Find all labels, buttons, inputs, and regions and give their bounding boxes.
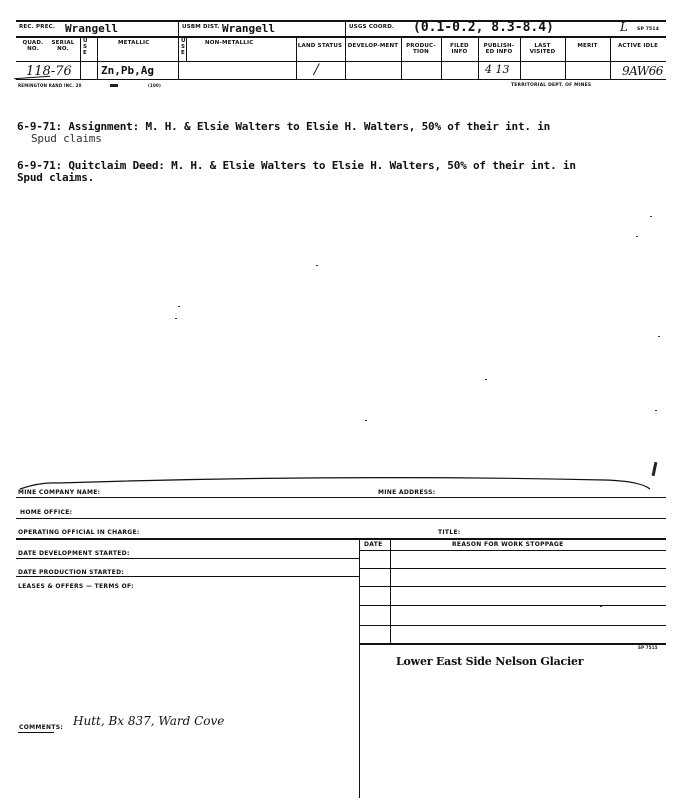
mine-company-name-label: MINE COMPANY NAME:	[18, 489, 101, 496]
divider	[359, 605, 666, 606]
col-non-metallic: NON-METALLIC	[205, 40, 254, 46]
usbm-dist-label: USBM DIST.	[182, 24, 220, 30]
leases-label: LEASES & OFFERS — TERMS OF:	[18, 583, 134, 590]
divider	[359, 586, 666, 587]
entry-2-line-2: Spud claims.	[17, 171, 95, 184]
col-merit: MERIT	[577, 43, 598, 49]
divider	[401, 36, 402, 79]
col-serial-no: SERIAL NO.	[51, 40, 75, 52]
divider	[345, 20, 346, 79]
usgs-coord-value: (0.1-0.2, 8.3-8.4)	[413, 20, 554, 35]
divider	[178, 20, 179, 79]
official-line	[16, 538, 666, 540]
col-metallic: METALLIC	[118, 40, 150, 46]
divider	[16, 558, 359, 559]
scan-speck	[365, 420, 367, 421]
col-development: DEVELOP-MENT	[347, 43, 399, 49]
entry-1-line-2: Spud claims	[31, 132, 102, 145]
comments-label: COMMENTS:	[19, 724, 64, 731]
comments-underline	[18, 732, 54, 733]
printer-mark	[110, 84, 118, 87]
divider	[565, 36, 566, 79]
divider	[610, 36, 611, 79]
form-number-top: SP 7514	[637, 27, 660, 32]
scan-speck	[658, 336, 660, 337]
date-production-label: DATE PRODUCTION STARTED:	[18, 569, 125, 576]
rec-prec-label: REC. PREC.	[19, 24, 56, 30]
scan-speck	[600, 606, 602, 607]
use-marks-metallic: U S E	[83, 38, 88, 56]
col-land-status: LAND STATUS	[297, 43, 343, 49]
divider	[478, 36, 479, 79]
printer-imprint: REMINGTON RAND INC. 20	[18, 83, 82, 88]
col-published-info: PUBLISH-ED INFO	[483, 43, 515, 55]
printer-code: (100)	[148, 83, 162, 88]
scan-speck	[485, 379, 487, 380]
scan-speck	[636, 236, 638, 237]
date-col-border	[390, 538, 391, 644]
title-label: TITLE:	[438, 529, 461, 536]
divider	[441, 36, 442, 79]
form-fold-curve	[0, 470, 678, 490]
divider	[359, 550, 666, 551]
divider	[16, 576, 359, 577]
divider	[97, 36, 98, 79]
operating-official-label: OPERATING OFFICIAL IN CHARGE:	[18, 529, 140, 536]
divider	[80, 36, 81, 79]
col-quad-no: QUAD. NO.	[22, 40, 44, 52]
date-development-label: DATE DEVELOPMENT STARTED:	[18, 550, 130, 557]
col-active-idle: ACTIVE IDLE	[617, 43, 659, 49]
published-info-value: 4 13	[485, 63, 510, 76]
divider	[520, 36, 521, 79]
form-number-bottom: SP 7515	[638, 645, 658, 650]
scan-speck	[650, 216, 652, 217]
date-col-header: DATE	[364, 541, 383, 548]
scan-speck	[316, 265, 318, 266]
scan-speck	[178, 306, 180, 307]
scan-speck	[655, 410, 657, 411]
entry-2-line-1: 6-9-71: Quitclaim Deed: M. H. & Elsie Walters to Elsie H. Walters, 50% of their int. in	[17, 159, 576, 172]
header-row2-line	[16, 61, 666, 62]
comments-value: Hutt, Bx 837, Ward Cove	[73, 714, 225, 728]
usgs-coord-label: USGS COORD.	[349, 24, 395, 30]
entry-1-line-1: 6-9-71: Assignment: M. H. & Elsie Walters to Elsie H. Walters, 50% of their int. in	[17, 120, 551, 133]
divider	[359, 568, 666, 569]
col-filed-info: FILED INFO	[450, 43, 469, 55]
land-status-value: /	[314, 62, 319, 78]
mine-name-line	[16, 497, 666, 498]
home-office-label: HOME OFFICE:	[20, 509, 73, 516]
agency-name: TERRITORIAL DEPT. OF MINES	[511, 83, 592, 88]
quad-serial-value: 118-76	[26, 64, 72, 79]
usbm-dist-value: Wrangell	[222, 22, 275, 35]
home-office-line	[16, 518, 666, 519]
mine-address-label: MINE ADDRESS:	[378, 489, 436, 496]
header-row3-line	[16, 79, 666, 80]
active-idle-value: 9AW66	[622, 64, 663, 78]
corner-letter: L	[620, 20, 628, 34]
metallic-value: Zn,Pb,Ag	[101, 64, 154, 77]
table-left-border	[359, 538, 360, 798]
col-production: PRODUC-TION	[406, 43, 436, 55]
rec-prec-value: Wrangell	[65, 22, 118, 35]
divider	[359, 625, 666, 626]
header-row1-line	[16, 36, 666, 38]
scan-speck	[175, 318, 177, 319]
reason-col-header: REASON FOR WORK STOPPAGE	[452, 541, 564, 548]
use-marks-nonmetallic: U S E	[181, 38, 186, 56]
location-note: Lower East Side Nelson Glacier	[396, 655, 584, 668]
col-last-visited: LAST VISITED	[529, 43, 556, 55]
divider	[359, 643, 666, 645]
